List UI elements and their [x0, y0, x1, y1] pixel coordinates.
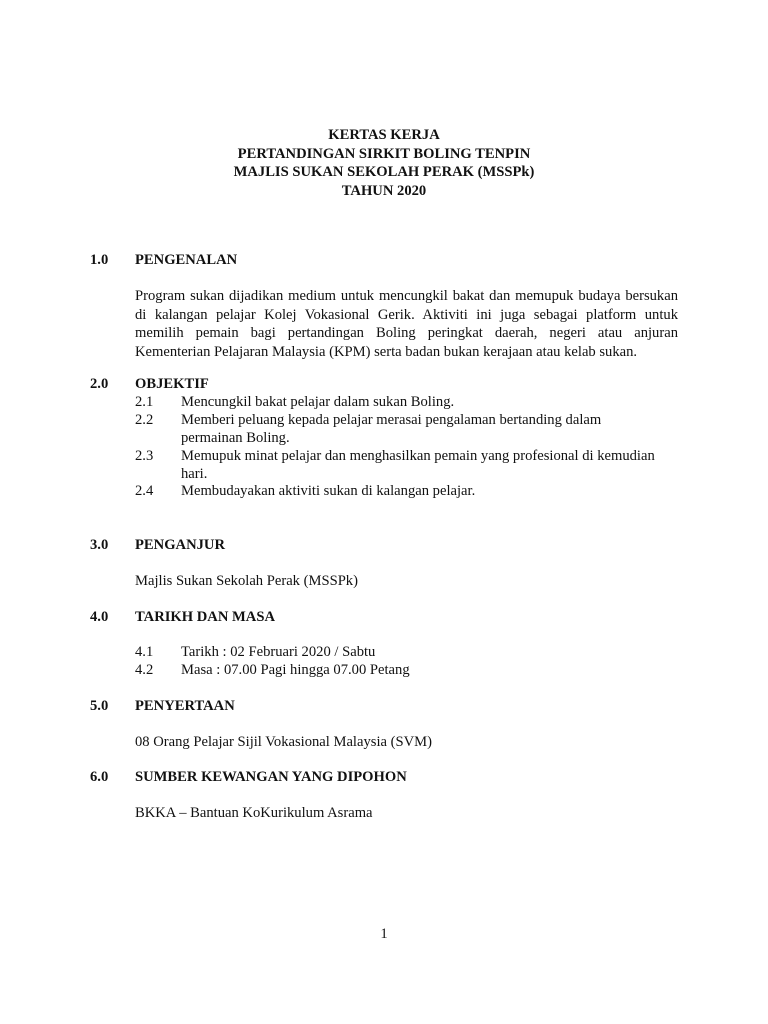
title-line-3: MAJLIS SUKAN SEKOLAH PERAK (MSSPk) — [233, 164, 535, 180]
section-1-paragraph — [135, 287, 678, 361]
title-line-1: KERTAS KERJA — [328, 127, 440, 143]
title-line-2: PERTANDINGAN SIRKIT BOLING TENPIN — [237, 145, 531, 162]
document-title — [0, 126, 768, 200]
section-1-number: 1.0 — [90, 252, 109, 268]
objective-text: Memupuk minat pelajar dan menghasilkan pemain yang profesional di kemudian hari. — [181, 448, 655, 482]
objective-number: 2.4 — [135, 483, 154, 499]
participation-text: 08 Orang Pelajar Sijil Vokasional Malaysia (SVM) — [135, 734, 432, 750]
section-6-title: SUMBER KEWANGAN YANG DIPOHON — [135, 769, 407, 785]
objective-text: Mencungkil bakat pelajar dalam sukan Boling. — [181, 394, 455, 410]
section-3-number: 3.0 — [90, 537, 109, 553]
organizer-text: Majlis Sukan Sekolah Perak (MSSPk) — [135, 573, 358, 589]
title-line-4: TAHUN 2020 — [341, 182, 427, 199]
schedule-number: 4.1 — [135, 644, 154, 660]
section-4-title: TARIKH DAN MASA — [135, 609, 275, 625]
schedule-text: Masa : 07.00 Pagi hingga 07.00 Petang — [181, 662, 410, 678]
objective-number: 2.3 — [135, 448, 154, 464]
schedule-text: Tarikh : 02 Februari 2020 / Sabtu — [181, 644, 376, 660]
section-4-number: 4.0 — [90, 609, 109, 625]
funding-text: BKKA – Bantuan KoKurikulum Asrama — [135, 805, 373, 821]
paragraph-line: Program sukan dijadikan medium untuk mencungkil bakat dan memupuk budaya bersukan — [135, 288, 678, 304]
objective-text: Memberi peluang kepada pelajar merasai pengalaman bertanding dalam permainan Boling. — [181, 412, 602, 446]
section-3-title: PENGANJUR — [135, 537, 225, 553]
section-2-title: OBJEKTIF — [135, 376, 209, 392]
objective-number: 2.2 — [135, 412, 154, 428]
section-1-title: PENGENALAN — [135, 252, 238, 268]
schedule-number: 4.2 — [135, 662, 154, 678]
paragraph-line: di kalangan pelajar Kolej Vokasional Gerik. Aktiviti ini juga sebagai platform untuk — [135, 306, 678, 323]
section-2-number: 2.0 — [90, 376, 109, 392]
section-5-title: PENYERTAAN — [135, 698, 235, 714]
objective-text: Membudayakan aktiviti sukan di kalangan pelajar. — [181, 483, 476, 499]
section-6-number: 6.0 — [90, 769, 109, 785]
objective-number: 2.1 — [135, 394, 154, 410]
paragraph-line: memilih pemain bagi pertandingan Boling peringkat daerah, negeri atau anjuran — [135, 325, 678, 342]
paragraph-line: Kementerian Pelajaran Malaysia (KPM) serta badan bukan kerajaan atau kelab sukan. — [135, 343, 638, 360]
page-number: 1 — [380, 926, 388, 942]
section-5-number: 5.0 — [90, 698, 109, 714]
